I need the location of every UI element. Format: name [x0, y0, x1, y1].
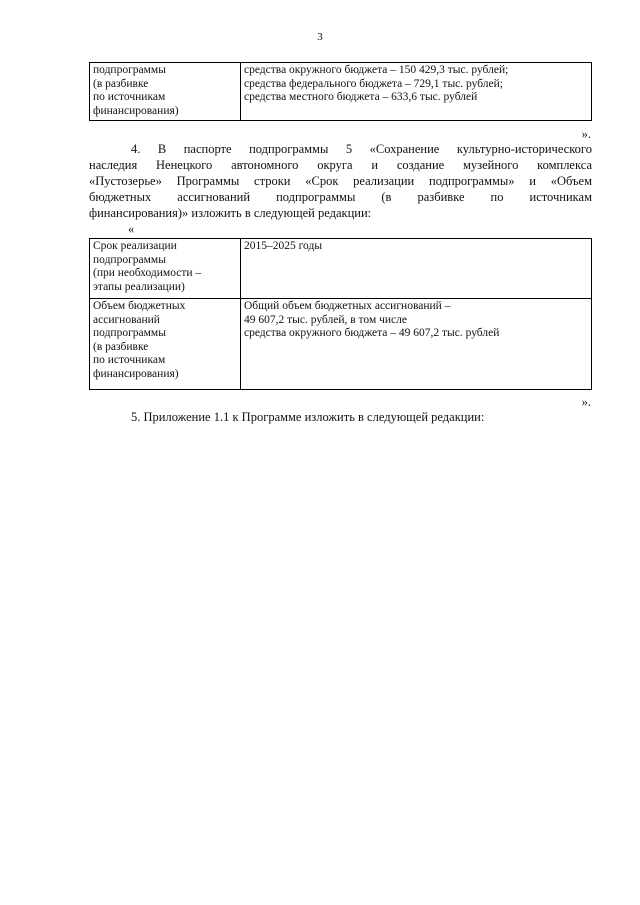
paragraph-line: 4. В паспорте подпрограммы 5 «Сохранение культурно-исторического	[131, 142, 592, 156]
row-label-line: этапы реализации)	[93, 280, 185, 293]
subprogram-funding-table-continued	[89, 62, 592, 121]
row-value-line: средства местного бюджета – 633,6 тыс. рублей	[244, 91, 478, 103]
row-value-line: средства окружного бюджета – 150 429,3 тыс. рублей;	[244, 64, 509, 76]
row-label-line: (в разбивке	[93, 340, 149, 353]
row-label-line: подпрограммы	[93, 64, 166, 76]
paragraph-line: бюджетных ассигнований подпрограммы (в разбивке по источникам	[89, 190, 592, 204]
row-value-line: Общий объем бюджетных ассигнований –	[244, 300, 451, 312]
row-label-line: финансирования)	[93, 367, 179, 380]
paragraph-line: финансирования)» изложить в следующей редакции:	[89, 206, 372, 220]
row-label-cell	[90, 299, 241, 390]
table-row	[90, 299, 592, 390]
paragraph-4	[89, 141, 592, 221]
row-value-cell	[241, 299, 592, 390]
paragraph-5: 5. Приложение 1.1 к Программе изложить в следующей редакции:	[131, 410, 485, 424]
row-label-cell	[90, 239, 241, 299]
closing-quote-2: ».	[581, 395, 591, 409]
row-label-line: Объем бюджетных	[93, 300, 186, 312]
table-row	[90, 239, 592, 299]
table-row	[90, 63, 592, 121]
row-label-line: ассигнований	[93, 313, 160, 326]
row-value-line: средства окружного бюджета – 49 607,2 тыс. рублей	[244, 327, 500, 339]
opening-quote: «	[128, 222, 135, 236]
row-value-line: средства федерального бюджета – 729,1 тыс. рублей;	[244, 77, 503, 90]
row-label-line: по источникам	[93, 91, 166, 103]
row-label-line: Срок реализации	[93, 240, 177, 252]
paragraph-line: наследия Ненецкого автономного округа и создание музейного комплекса	[89, 158, 592, 172]
row-value-cell	[241, 239, 592, 299]
row-label-line: подпрограммы	[93, 327, 166, 339]
row-value-cell	[241, 63, 592, 121]
row-label-cell	[90, 63, 241, 121]
row-label-line: финансирования)	[93, 104, 179, 117]
row-value-line: 2015–2025 годы	[244, 240, 323, 252]
page-number: 3	[317, 31, 323, 43]
subprogram-5-passport-table	[89, 238, 592, 390]
row-label-line: по источникам	[93, 354, 166, 366]
row-label-line: подпрограммы	[93, 253, 166, 266]
closing-quote-1: ».	[581, 127, 591, 141]
row-label-line: (при необходимости –	[93, 267, 202, 279]
row-label-line: (в разбивке	[93, 77, 149, 90]
row-value-line: 49 607,2 тыс. рублей, в том числе	[244, 313, 407, 326]
paragraph-line: «Пустозерье» Программы строки «Срок реализации подпрограммы» и «Объем	[89, 174, 592, 188]
